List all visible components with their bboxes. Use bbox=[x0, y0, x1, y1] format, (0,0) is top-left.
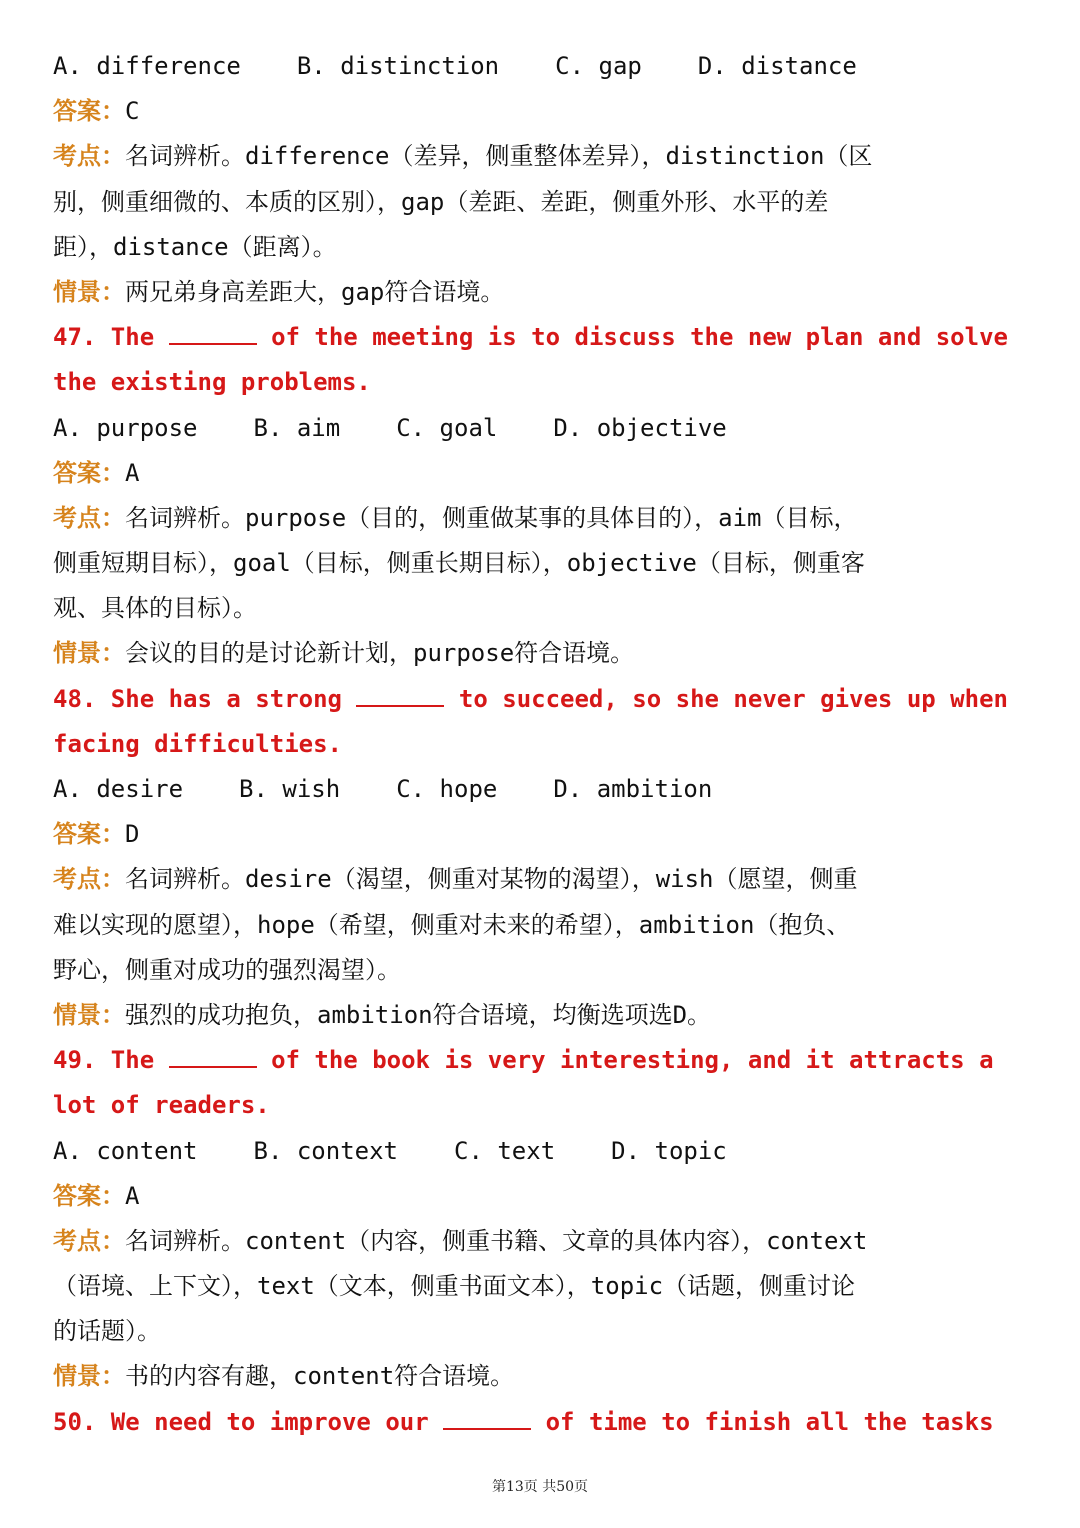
scene-46 bbox=[53, 270, 1030, 315]
question-text: of the meeting is to discuss the new plan and solve bbox=[271, 323, 1008, 352]
answer-label: 答案： bbox=[53, 97, 125, 126]
point-text: 名词辨析。purpose（目的，侧重做某事的具体目的），aim（目标， bbox=[125, 503, 858, 532]
point-label: 考点： bbox=[53, 865, 125, 894]
scene-text: 强烈的成功抱负，ambition符合语境，均衡选项选D。 bbox=[125, 1000, 712, 1029]
point-48-line-1 bbox=[53, 857, 1030, 902]
answer-value: C bbox=[125, 97, 140, 126]
option-a: A. content bbox=[53, 1136, 198, 1165]
answer-49 bbox=[53, 1174, 1030, 1219]
point-46-line-2: 别，侧重细微的、本质的区别），gap（差距、差距，侧重外形、水平的差 bbox=[53, 187, 829, 216]
point-text: 名词辨析。difference（差异，侧重整体差异），distinction（区 bbox=[125, 142, 873, 171]
scene-49 bbox=[53, 1354, 1030, 1399]
answer-label: 答案： bbox=[53, 458, 125, 487]
scene-label: 情景： bbox=[53, 277, 125, 306]
question-text: 50. We need to improve our bbox=[53, 1407, 429, 1436]
scene-text: 两兄弟身高差距大，gap符合语境。 bbox=[125, 277, 505, 306]
option-d: D. topic bbox=[611, 1136, 727, 1165]
scene-text: 会议的目的是讨论新计划，purpose符合语境。 bbox=[125, 639, 635, 668]
point-label: 考点： bbox=[53, 503, 125, 532]
option-d: D. objective bbox=[553, 413, 727, 442]
point-49-line-2: （语境、上下文），text（文本，侧重书面文本），topic（话题，侧重讨论 bbox=[53, 1272, 856, 1301]
option-c: C. gap bbox=[555, 52, 642, 80]
point-47-line-2: 侧重短期目标），goal（目标，侧重长期目标），objective（目标，侧重客 bbox=[53, 549, 865, 578]
options-49 bbox=[53, 1129, 1030, 1174]
question-text: 47. The bbox=[53, 323, 155, 352]
scene-48 bbox=[53, 993, 1030, 1038]
page-number: 第13页 共50页 bbox=[491, 1479, 589, 1495]
point-48-line-2: 难以实现的愿望），hope（希望，侧重对未来的希望），ambition（抱负、 bbox=[53, 910, 851, 939]
point-46-line-3: 距），distance（距离）。 bbox=[53, 232, 337, 261]
question-50-line-1 bbox=[53, 1400, 1030, 1445]
answer-blank bbox=[443, 1406, 531, 1430]
point-label: 考点： bbox=[53, 142, 125, 171]
scene-label: 情景： bbox=[53, 1362, 125, 1391]
question-text: to succeed, so she never gives up when bbox=[458, 684, 1008, 713]
point-text: 名词辨析。content（内容，侧重书籍、文章的具体内容），context bbox=[125, 1226, 868, 1255]
point-text: 名词辨析。desire（渴望，侧重对某物的渴望），wish（愿望，侧重 bbox=[125, 865, 858, 894]
options-48 bbox=[53, 767, 1030, 812]
option-c: C. hope bbox=[396, 775, 498, 803]
answer-blank bbox=[169, 321, 257, 345]
question-text: of the book is very interesting, and it attracts a bbox=[271, 1046, 994, 1075]
answer-blank bbox=[356, 683, 444, 707]
question-49-line-1 bbox=[53, 1038, 1030, 1083]
point-49-line-1 bbox=[53, 1219, 1030, 1264]
point-47-line-1 bbox=[53, 496, 1030, 541]
option-c: C. goal bbox=[396, 413, 498, 442]
options-46 bbox=[53, 44, 1030, 89]
scene-label: 情景： bbox=[53, 1000, 125, 1029]
option-c: C. text bbox=[454, 1136, 556, 1165]
question-text: 49. The bbox=[53, 1046, 155, 1075]
question-47-line-1 bbox=[53, 315, 1030, 360]
point-48-line-3: 野心，侧重对成功的强烈渴望）。 bbox=[53, 955, 401, 984]
point-label: 考点： bbox=[53, 1226, 125, 1255]
question-text: 48. She has a strong bbox=[53, 684, 342, 713]
options-47 bbox=[53, 406, 1030, 451]
answer-label: 答案： bbox=[53, 820, 125, 849]
answer-value: A bbox=[125, 458, 140, 487]
answer-label: 答案： bbox=[53, 1181, 125, 1210]
option-b: B. wish bbox=[239, 775, 341, 803]
question-text: of time to finish all the tasks bbox=[545, 1407, 994, 1436]
answer-value: D bbox=[125, 820, 140, 849]
option-b: B. aim bbox=[253, 413, 341, 442]
scene-text: 书的内容有趣，content符合语境。 bbox=[125, 1362, 515, 1391]
question-47-line-2: the existing problems. bbox=[53, 368, 371, 397]
answer-46 bbox=[53, 89, 1030, 134]
option-d: D. distance bbox=[697, 52, 857, 80]
question-48-line-1 bbox=[53, 677, 1030, 722]
answer-value: A bbox=[125, 1181, 140, 1210]
option-a: A. desire bbox=[53, 775, 184, 803]
option-d: D. ambition bbox=[553, 775, 713, 803]
option-a: A. difference bbox=[53, 52, 241, 80]
answer-47 bbox=[53, 451, 1030, 496]
point-46-line-1 bbox=[53, 134, 1030, 179]
answer-blank bbox=[169, 1044, 257, 1068]
option-b: B. context bbox=[253, 1136, 398, 1165]
scene-47 bbox=[53, 631, 1030, 676]
answer-48 bbox=[53, 812, 1030, 857]
question-48-line-2: facing difficulties. bbox=[53, 729, 342, 758]
question-49-line-2: lot of readers. bbox=[53, 1091, 270, 1120]
scene-label: 情景： bbox=[53, 639, 125, 668]
option-a: A. purpose bbox=[53, 413, 198, 442]
point-49-line-3: 的话题）。 bbox=[53, 1317, 161, 1346]
point-47-line-3: 观、具体的目标）。 bbox=[53, 594, 257, 623]
option-b: B. distinction bbox=[296, 52, 500, 80]
